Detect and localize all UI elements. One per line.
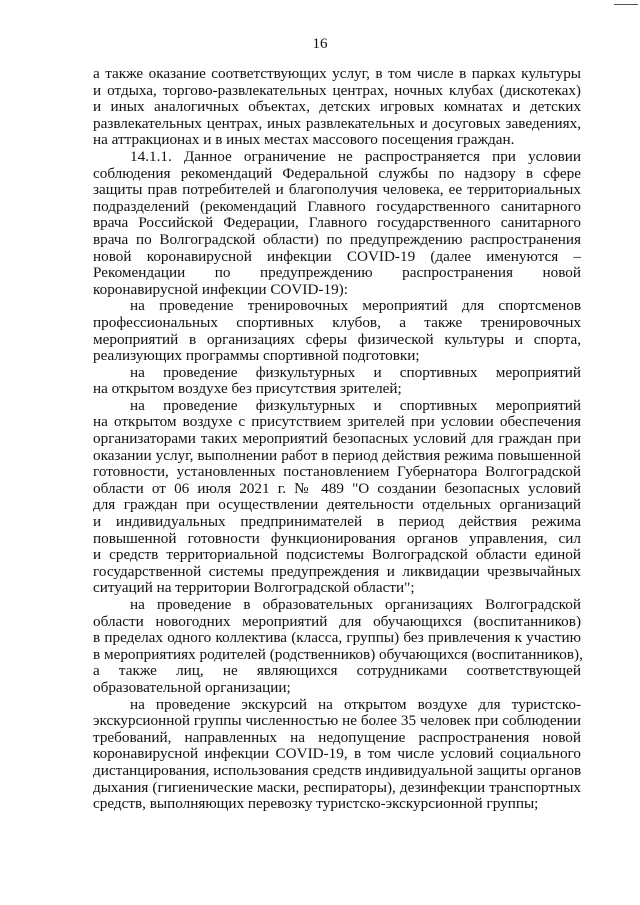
text-line: Рекомендации по предупреждению распространения новой bbox=[93, 264, 581, 282]
text-line: средств, выполняющих перевозку туристско-экскурсионной группы; bbox=[93, 795, 539, 813]
text-line: профессиональных спортивных клубов, а также тренировочных bbox=[93, 313, 581, 331]
text-line: требований, направленных на недопущение распространения новой bbox=[93, 728, 581, 746]
text-line: а также лиц, не являющихся сотрудниками соответствующей bbox=[93, 662, 581, 680]
paragraph-p4 bbox=[93, 398, 581, 597]
paragraph-p0 bbox=[93, 66, 581, 149]
paragraph-p5 bbox=[93, 597, 581, 697]
text-line: дистанцирования, использования средств индивидуальной защиты органов bbox=[93, 761, 582, 779]
text-line: врача Российской Федерации, Главного государственного санитарного bbox=[93, 214, 581, 232]
text-line: а также оказание соответствующих услуг, в том числе в парках культуры bbox=[93, 65, 581, 82]
text-line: организаторами таких мероприятий безопасных условий для граждан при bbox=[93, 430, 581, 448]
text-line: и средств территориальной подсистемы Волгоградской области единой bbox=[93, 546, 581, 564]
text-line: и отдыха, торгово-развлекательных центрах, ночных клубах (дискотеках) bbox=[93, 81, 581, 99]
text-line: подразделений (рекомендаций Главного государственного санитарного bbox=[93, 197, 581, 215]
text-line: развлекательных центрах, иных развлекательных и досуговых заведениях, bbox=[93, 114, 581, 132]
text-line: и индивидуальных предпринимателей в период действия режима bbox=[93, 513, 581, 531]
text-line: дыхания (гигиенические маски, респираторы), дезинфекции транспортных bbox=[93, 778, 581, 796]
corner-scan-mark bbox=[614, 0, 638, 5]
text-line: коронавирусной инфекции COVID-19): bbox=[93, 280, 348, 298]
text-line: защиты прав потребителей и благополучия человека, ее территориальных bbox=[93, 181, 581, 199]
text-line: ситуаций на территории Волгоградской области"; bbox=[93, 579, 415, 597]
text-line: оказании услуг, выполнении работ в период действия режима повышенной bbox=[93, 446, 581, 464]
text-line: в мероприятиях родителей (родственников) обучающихся (воспитанников), bbox=[93, 645, 583, 663]
text-line: на проведение в образовательных организациях Волгоградской bbox=[130, 596, 581, 613]
text-line: и иных аналогичных объектах, детских игровых комнатах и детских bbox=[93, 98, 581, 116]
text-line: повышенной готовности функционирования органов управления, сил bbox=[93, 529, 581, 547]
text-line: на открытом воздухе без присутствия зрителей; bbox=[93, 380, 402, 398]
text-line: для граждан при осуществлении деятельности отдельных организаций bbox=[93, 496, 581, 514]
paragraph-p1 bbox=[93, 149, 581, 298]
text-line: на проведение тренировочных мероприятий для спортсменов bbox=[130, 297, 581, 315]
text-line: на открытом воздухе с присутствием зрителей при условии обеспечения bbox=[93, 413, 581, 431]
text-line: государственной системы предупреждения и ликвидации чрезвычайных bbox=[93, 562, 581, 580]
text-line: мероприятий в организациях сферы физической культуры и спорта, bbox=[93, 330, 581, 348]
text-line: врача по Волгоградской области) по предупреждению распространения bbox=[93, 230, 581, 248]
paragraph-p2 bbox=[93, 298, 581, 364]
text-line: коронавирусной инфекции COVID-19, в том числе условий социального bbox=[93, 745, 581, 763]
text-line: готовности, установленных постановлением Губернатора Волгоградской bbox=[93, 463, 581, 481]
text-line: на аттракционах и в иных местах массового посещения граждан. bbox=[93, 131, 515, 149]
page-number: 16 bbox=[312, 36, 328, 52]
document-body bbox=[93, 66, 581, 813]
text-line: 14.1.1. Данное ограничение не распространяется при условии bbox=[130, 147, 581, 165]
text-line: на проведение физкультурных и спортивных мероприятий bbox=[130, 363, 581, 381]
text-line: в пределах одного коллектива (класса, группы) без привлечения к участию bbox=[93, 629, 581, 647]
paragraph-p6 bbox=[93, 697, 581, 813]
text-line: области новогодних мероприятий для обучающихся (воспитанников) bbox=[93, 612, 581, 630]
text-line: на проведение физкультурных и спортивных мероприятий bbox=[130, 396, 581, 414]
text-line: новой коронавирусной инфекции COVID-19 (далее именуются – bbox=[93, 247, 581, 265]
text-line: образовательной организации; bbox=[93, 678, 291, 696]
text-line: реализующих программы спортивной подготовки; bbox=[93, 347, 420, 365]
text-line: соблюдения рекомендаций Федеральной службы по надзору в сфере bbox=[93, 164, 581, 182]
text-line: экскурсионной группы численностью не более 35 человек при соблюдении bbox=[93, 712, 581, 730]
text-line: области от 06 июля 2021 г. № 489 "О создании безопасных условий bbox=[93, 479, 581, 497]
paragraph-p3 bbox=[93, 365, 581, 398]
text-line: на проведение экскурсий на открытом воздухе для туристско- bbox=[130, 695, 581, 713]
